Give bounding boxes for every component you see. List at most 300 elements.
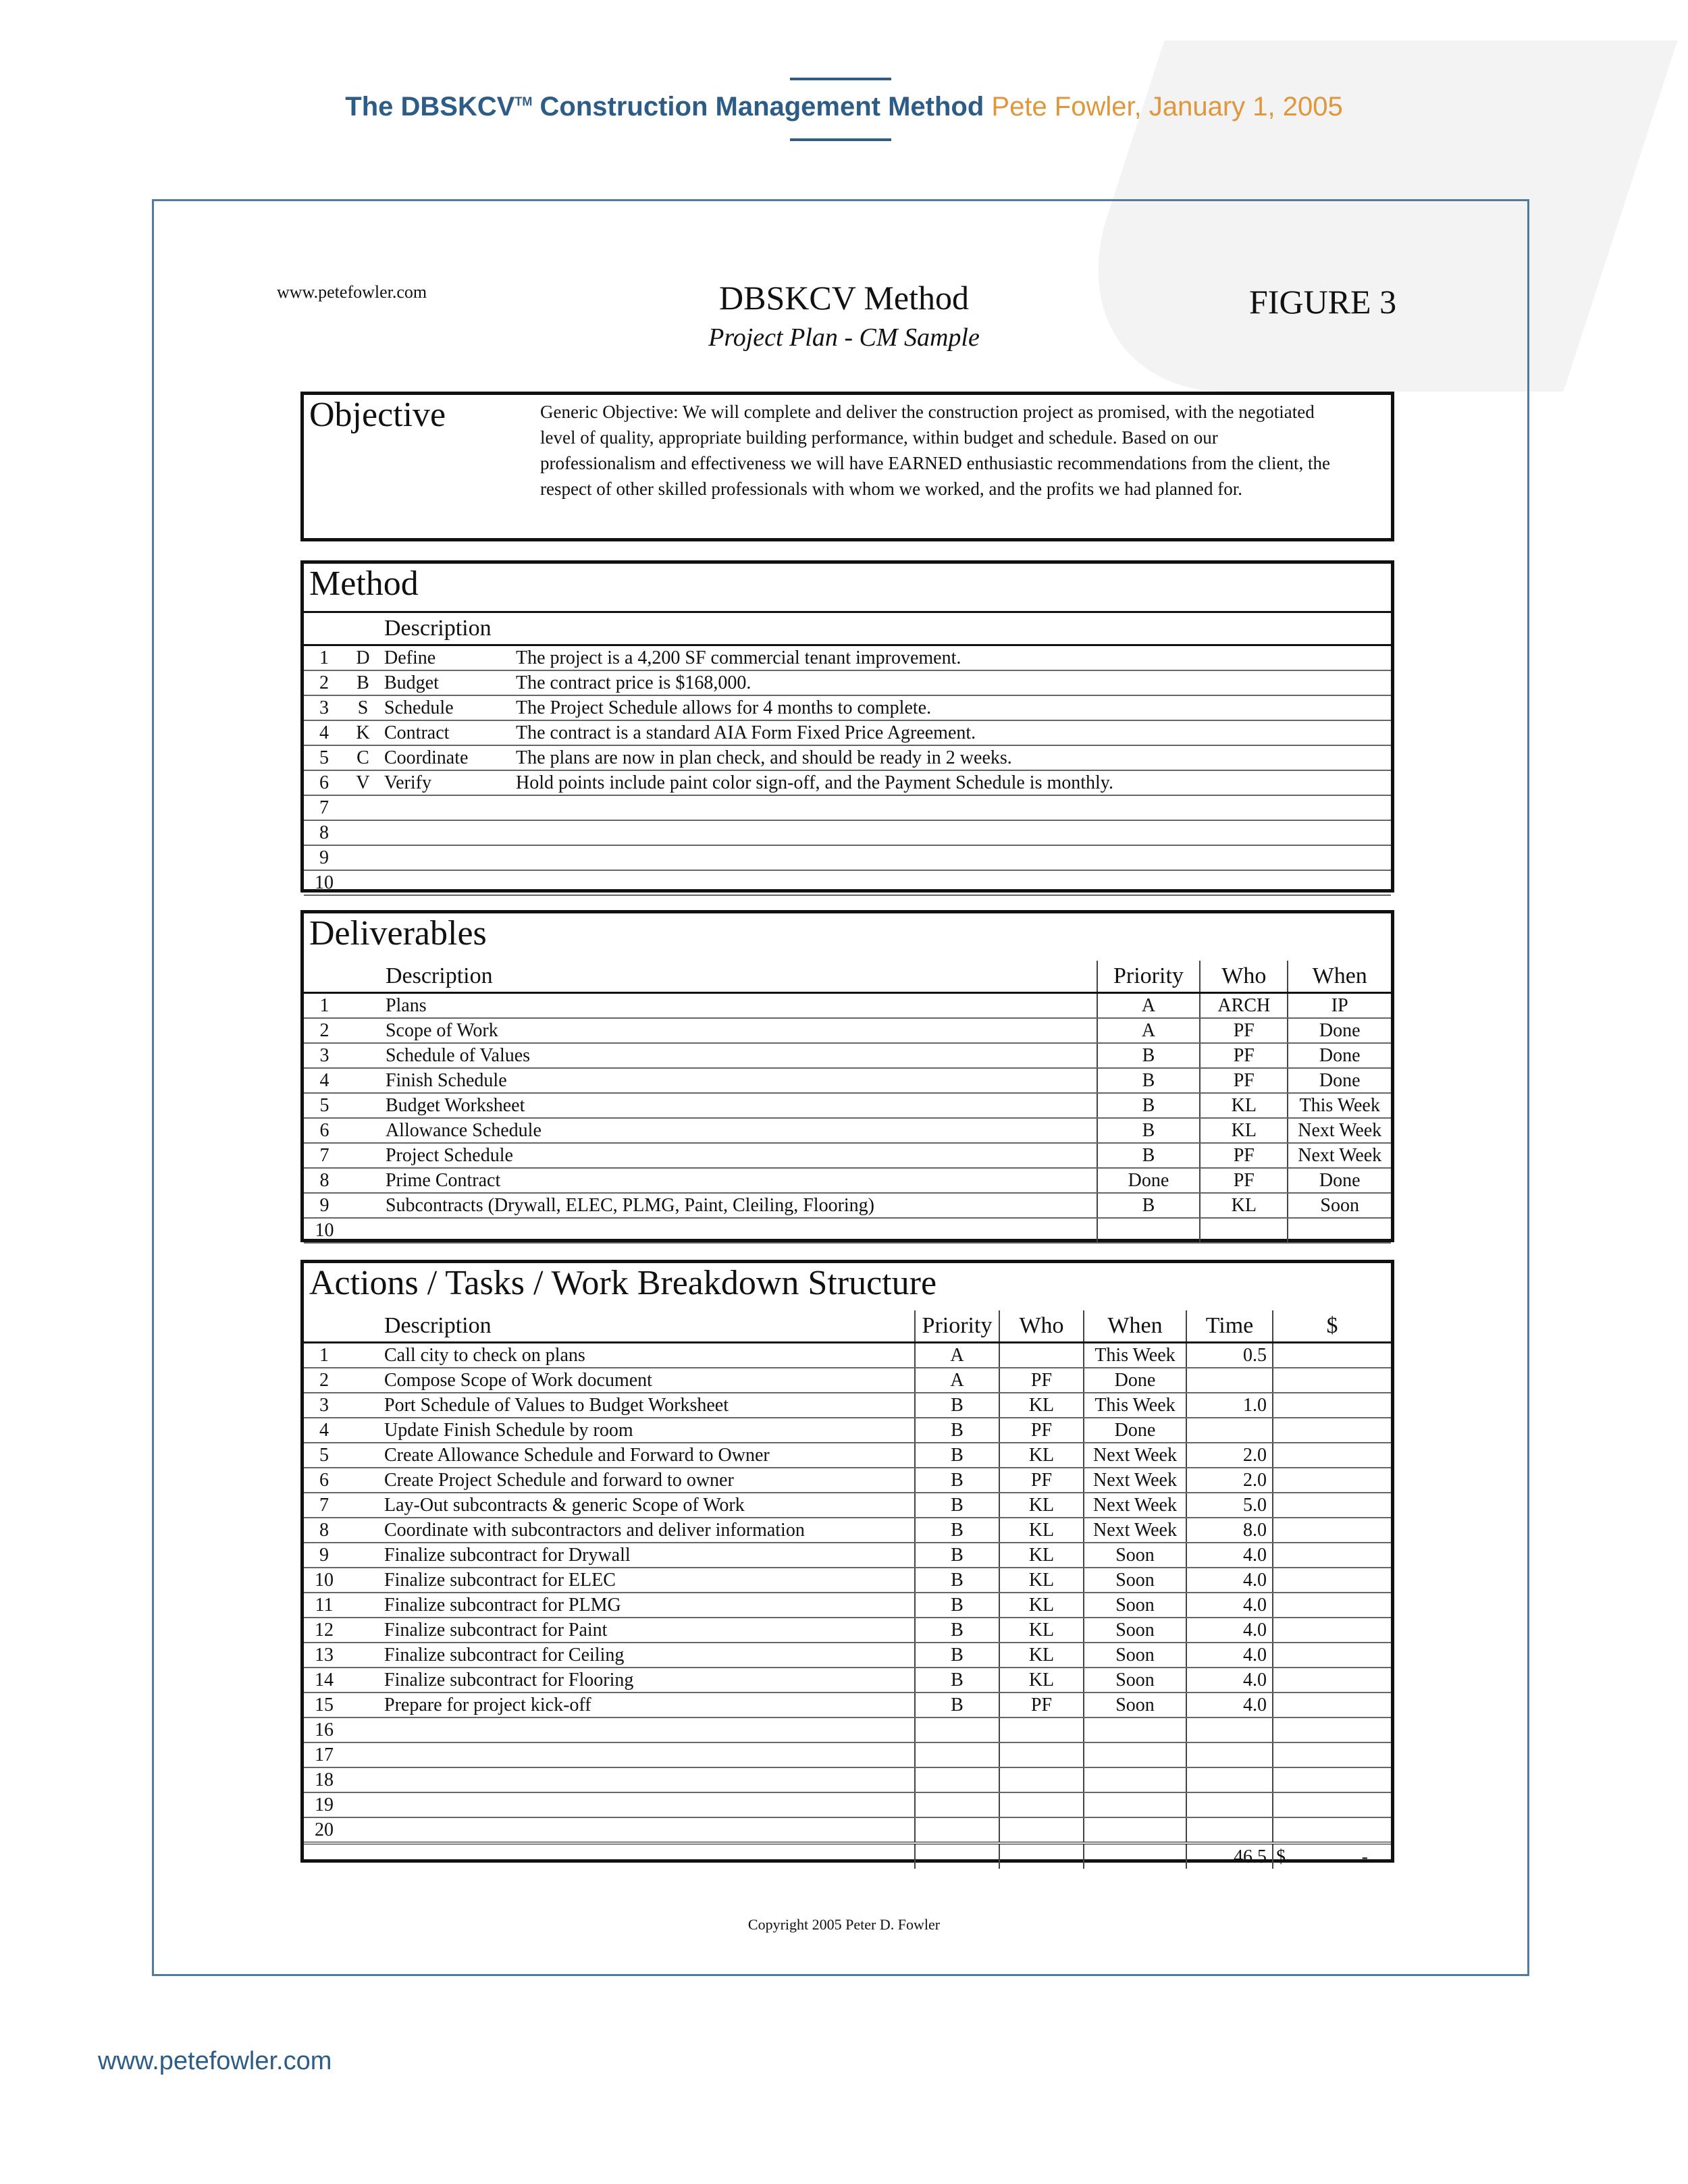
deliverable-spacer — [345, 1168, 383, 1193]
action-priority: B — [915, 1393, 999, 1418]
action-time: 4.0 — [1186, 1543, 1273, 1568]
action-row — [304, 1693, 1391, 1717]
copyright: Copyright 2005 Peter D. Fowler — [747, 1916, 941, 1933]
action-row — [304, 1543, 1391, 1568]
method-row-description: Hold points include paint color sign-off, and the Payment Schedule is monthly. — [513, 770, 1391, 795]
deliverable-priority — [1097, 1218, 1201, 1243]
action-when: Next Week — [1084, 1468, 1186, 1493]
action-who: KL — [999, 1443, 1084, 1468]
action-spacer — [344, 1518, 381, 1543]
action-row — [304, 1468, 1391, 1493]
action-number: 15 — [304, 1693, 344, 1717]
action-who: KL — [999, 1543, 1084, 1568]
method-row-description — [513, 795, 1391, 820]
action-number: 9 — [304, 1543, 344, 1568]
action-number: 12 — [304, 1618, 344, 1643]
action-when — [1084, 1717, 1186, 1742]
action-description: Finalize subcontract for PLMG — [381, 1593, 915, 1618]
deliverable-row — [304, 1093, 1391, 1118]
deliverable-when: Done — [1288, 1018, 1391, 1043]
actions-table — [304, 1310, 1391, 1869]
method-row — [304, 720, 1391, 745]
action-who: KL — [999, 1618, 1084, 1643]
deliverable-priority: B — [1097, 1093, 1201, 1118]
objective-line: level of quality, appropriate building performance, within budget and schedule. Based on our — [540, 427, 1218, 448]
action-who — [999, 1767, 1084, 1792]
action-description — [381, 1792, 915, 1817]
action-priority: A — [915, 1343, 999, 1368]
action-time — [1186, 1368, 1273, 1393]
actions-header-when: When — [1084, 1310, 1186, 1343]
objective-box — [300, 392, 1394, 541]
deliverable-number: 5 — [304, 1093, 345, 1118]
deliverable-when: This Week — [1288, 1093, 1391, 1118]
objective-line: Generic Objective: We will complete and deliver the construction project as promised, with the negotiated — [540, 402, 1315, 422]
action-who: PF — [999, 1468, 1084, 1493]
method-row-number: 6 — [304, 770, 344, 795]
doc-title: DBSKCV Method — [719, 279, 969, 317]
action-dollar — [1273, 1418, 1391, 1443]
action-time — [1186, 1817, 1273, 1843]
action-number: 13 — [304, 1643, 344, 1668]
method-box — [300, 560, 1394, 893]
action-dollar — [1273, 1817, 1391, 1843]
action-dollar — [1273, 1443, 1391, 1468]
action-when — [1084, 1817, 1186, 1843]
action-who: KL — [999, 1643, 1084, 1668]
action-priority: B — [915, 1468, 999, 1493]
deliverable-when: Done — [1288, 1043, 1391, 1068]
deliverable-description: Plans — [383, 993, 1097, 1019]
action-number: 16 — [304, 1717, 344, 1742]
action-dollar — [1273, 1518, 1391, 1543]
actions-total-dollar-sign: $ — [1276, 1846, 1286, 1867]
deliverable-priority: B — [1097, 1143, 1201, 1168]
deliverable-spacer — [345, 1193, 383, 1218]
method-row-number: 3 — [304, 695, 344, 720]
action-spacer — [344, 1817, 381, 1843]
deliverable-description: Budget Worksheet — [383, 1093, 1097, 1118]
action-dollar — [1273, 1343, 1391, 1368]
action-priority: B — [915, 1518, 999, 1543]
action-dollar — [1273, 1618, 1391, 1643]
action-time: 2.0 — [1186, 1468, 1273, 1493]
actions-title: Actions / Tasks / Work Breakdown Structure — [309, 1264, 937, 1302]
action-priority: B — [915, 1668, 999, 1693]
action-when: Next Week — [1084, 1518, 1186, 1543]
action-priority: B — [915, 1443, 999, 1468]
deliverable-spacer — [345, 1118, 383, 1143]
method-row-description: The project is a 4,200 SF commercial tenant improvement. — [513, 645, 1391, 671]
action-row — [304, 1518, 1391, 1543]
action-row — [304, 1493, 1391, 1518]
action-dollar — [1273, 1393, 1391, 1418]
action-dollar — [1273, 1643, 1391, 1668]
deliverables-table — [304, 961, 1391, 1244]
action-number: 19 — [304, 1792, 344, 1817]
action-number: 1 — [304, 1343, 344, 1368]
header-rule-top — [790, 78, 891, 80]
action-spacer — [344, 1643, 381, 1668]
deliverable-spacer — [345, 1143, 383, 1168]
method-header-description: Description — [381, 612, 1391, 645]
action-when: Soon — [1084, 1543, 1186, 1568]
method-row-letter — [344, 820, 381, 845]
deliverable-number: 6 — [304, 1118, 345, 1143]
action-time — [1186, 1717, 1273, 1742]
actions-header-description: Description — [381, 1310, 915, 1343]
method-row-number: 8 — [304, 820, 344, 845]
method-row — [304, 670, 1391, 695]
method-row — [304, 845, 1391, 870]
action-who — [999, 1792, 1084, 1817]
action-dollar — [1273, 1568, 1391, 1593]
action-who: PF — [999, 1693, 1084, 1717]
actions-total-row — [304, 1843, 1391, 1869]
action-priority: B — [915, 1418, 999, 1443]
method-row-step: Verify — [381, 770, 513, 795]
deliverable-who: KL — [1200, 1193, 1288, 1218]
action-dollar — [1273, 1493, 1391, 1518]
method-row-letter: B — [344, 670, 381, 695]
deliverable-number: 8 — [304, 1168, 345, 1193]
method-row-description — [513, 820, 1391, 845]
action-number: 3 — [304, 1393, 344, 1418]
action-priority: B — [915, 1618, 999, 1643]
deliverable-spacer — [345, 1218, 383, 1243]
deliverable-who: KL — [1200, 1093, 1288, 1118]
action-priority — [915, 1717, 999, 1742]
action-dollar — [1273, 1742, 1391, 1767]
deliverable-who: PF — [1200, 1043, 1288, 1068]
deliverable-when — [1288, 1218, 1391, 1243]
action-number: 2 — [304, 1368, 344, 1393]
deliverable-description: Scope of Work — [383, 1018, 1097, 1043]
action-description: Create Allowance Schedule and Forward to Owner — [381, 1443, 915, 1468]
action-priority — [915, 1817, 999, 1843]
action-spacer — [344, 1668, 381, 1693]
action-spacer — [344, 1368, 381, 1393]
action-priority: B — [915, 1593, 999, 1618]
deliverable-row — [304, 1168, 1391, 1193]
deliverables-header-when: When — [1288, 961, 1391, 993]
method-row-letter: C — [344, 745, 381, 770]
action-spacer — [344, 1593, 381, 1618]
actions-total-dollar-value: - — [1361, 1846, 1368, 1867]
deliverable-row — [304, 1018, 1391, 1043]
deliverables-title: Deliverables — [309, 914, 487, 953]
action-who — [999, 1817, 1084, 1843]
action-priority: B — [915, 1693, 999, 1717]
action-who — [999, 1717, 1084, 1742]
action-who: PF — [999, 1418, 1084, 1443]
deliverable-row — [304, 1043, 1391, 1068]
action-when: Done — [1084, 1418, 1186, 1443]
action-description: Coordinate with subcontractors and deliver information — [381, 1518, 915, 1543]
method-row-step — [381, 820, 513, 845]
action-row — [304, 1418, 1391, 1443]
deliverable-priority: B — [1097, 1068, 1201, 1093]
action-spacer — [344, 1468, 381, 1493]
action-priority — [915, 1767, 999, 1792]
deliverable-spacer — [345, 1018, 383, 1043]
method-row-letter — [344, 845, 381, 870]
deliverable-number: 4 — [304, 1068, 345, 1093]
deliverables-header-who: Who — [1200, 961, 1288, 993]
method-row-letter: S — [344, 695, 381, 720]
actions-box — [300, 1260, 1394, 1867]
objective-title: Objective — [309, 396, 446, 434]
action-when: Done — [1084, 1368, 1186, 1393]
method-row-step — [381, 795, 513, 820]
method-row-description — [513, 870, 1391, 895]
action-time: 4.0 — [1186, 1593, 1273, 1618]
header-rule-bottom — [790, 138, 891, 141]
deliverable-number: 10 — [304, 1218, 345, 1243]
action-spacer — [344, 1792, 381, 1817]
action-description: Finalize subcontract for Flooring — [381, 1668, 915, 1693]
action-number: 4 — [304, 1418, 344, 1443]
deliverables-header-description: Description — [383, 961, 1097, 993]
action-number: 7 — [304, 1493, 344, 1518]
deliverable-spacer — [345, 993, 383, 1019]
method-row-description: The contract is a standard AIA Form Fixed Price Agreement. — [513, 720, 1391, 745]
method-row-letter — [344, 870, 381, 895]
method-row-number: 4 — [304, 720, 344, 745]
action-spacer — [344, 1493, 381, 1518]
action-priority — [915, 1792, 999, 1817]
action-who: KL — [999, 1593, 1084, 1618]
deliverables-box — [300, 910, 1394, 1242]
deliverable-who: PF — [1200, 1018, 1288, 1043]
action-when: Soon — [1084, 1668, 1186, 1693]
action-spacer — [344, 1717, 381, 1742]
method-row — [304, 770, 1391, 795]
deliverable-description: Project Schedule — [383, 1143, 1097, 1168]
deliverable-number: 9 — [304, 1193, 345, 1218]
action-spacer — [344, 1343, 381, 1368]
action-description — [381, 1767, 915, 1792]
method-row-step — [381, 870, 513, 895]
action-priority: A — [915, 1368, 999, 1393]
action-when: Soon — [1084, 1643, 1186, 1668]
deliverable-who: PF — [1200, 1068, 1288, 1093]
deliverable-row — [304, 1118, 1391, 1143]
deliverable-description: Subcontracts (Drywall, ELEC, PLMG, Paint, Cleiling, Flooring) — [383, 1193, 1097, 1218]
method-row-number: 10 — [304, 870, 344, 895]
method-row-letter: V — [344, 770, 381, 795]
action-dollar — [1273, 1668, 1391, 1693]
deliverable-who: PF — [1200, 1168, 1288, 1193]
action-row — [304, 1668, 1391, 1693]
action-time — [1186, 1418, 1273, 1443]
action-who: KL — [999, 1393, 1084, 1418]
action-row — [304, 1343, 1391, 1368]
action-dollar — [1273, 1717, 1391, 1742]
action-row — [304, 1618, 1391, 1643]
deliverable-number: 7 — [304, 1143, 345, 1168]
deliverable-number: 1 — [304, 993, 345, 1019]
deliverable-when: Next Week — [1288, 1143, 1391, 1168]
deliverable-priority: A — [1097, 993, 1201, 1019]
method-row — [304, 695, 1391, 720]
method-row-step: Budget — [381, 670, 513, 695]
footer-site-link[interactable]: www.petefowler.com — [98, 2047, 332, 2075]
action-number: 11 — [304, 1593, 344, 1618]
action-description: Finalize subcontract for Paint — [381, 1618, 915, 1643]
action-time: 4.0 — [1186, 1618, 1273, 1643]
method-row — [304, 870, 1391, 895]
deliverable-number: 3 — [304, 1043, 345, 1068]
action-number: 20 — [304, 1817, 344, 1843]
action-description: Call city to check on plans — [381, 1343, 915, 1368]
action-spacer — [344, 1418, 381, 1443]
action-time: 0.5 — [1186, 1343, 1273, 1368]
deliverables-header-priority: Priority — [1097, 961, 1201, 993]
action-dollar — [1273, 1693, 1391, 1717]
actions-header-time: Time — [1186, 1310, 1273, 1343]
method-row-step: Schedule — [381, 695, 513, 720]
actions-total-dollar — [1273, 1843, 1391, 1869]
action-when: Soon — [1084, 1568, 1186, 1593]
action-time: 4.0 — [1186, 1668, 1273, 1693]
action-when — [1084, 1792, 1186, 1817]
method-row-step — [381, 845, 513, 870]
method-row-description — [513, 845, 1391, 870]
action-row — [304, 1792, 1391, 1817]
deliverable-priority: A — [1097, 1018, 1201, 1043]
doc-site-link[interactable]: www.petefowler.com — [277, 282, 427, 302]
action-time — [1186, 1792, 1273, 1817]
deliverable-spacer — [345, 1043, 383, 1068]
action-when: This Week — [1084, 1343, 1186, 1368]
deliverable-who — [1200, 1218, 1288, 1243]
action-row — [304, 1767, 1391, 1792]
method-row-letter: K — [344, 720, 381, 745]
action-row — [304, 1593, 1391, 1618]
deliverable-priority: B — [1097, 1193, 1201, 1218]
deliverable-priority: Done — [1097, 1168, 1201, 1193]
action-who: KL — [999, 1668, 1084, 1693]
deliverable-who: PF — [1200, 1143, 1288, 1168]
action-number: 17 — [304, 1742, 344, 1767]
action-description: Prepare for project kick-off — [381, 1693, 915, 1717]
action-priority: B — [915, 1568, 999, 1593]
action-number: 18 — [304, 1767, 344, 1792]
deliverable-row — [304, 1218, 1391, 1243]
action-description: Compose Scope of Work document — [381, 1368, 915, 1393]
action-time: 5.0 — [1186, 1493, 1273, 1518]
action-number: 8 — [304, 1518, 344, 1543]
method-title: Method — [309, 564, 419, 603]
deliverable-spacer — [345, 1068, 383, 1093]
method-row-letter — [344, 795, 381, 820]
action-when: This Week — [1084, 1393, 1186, 1418]
method-row — [304, 795, 1391, 820]
deliverable-when: Done — [1288, 1068, 1391, 1093]
action-row — [304, 1717, 1391, 1742]
deliverable-description: Allowance Schedule — [383, 1118, 1097, 1143]
deliverable-spacer — [345, 1093, 383, 1118]
action-when — [1084, 1742, 1186, 1767]
method-row-number: 5 — [304, 745, 344, 770]
action-who: KL — [999, 1518, 1084, 1543]
action-number: 5 — [304, 1443, 344, 1468]
action-dollar — [1273, 1468, 1391, 1493]
action-description: Finalize subcontract for Drywall — [381, 1543, 915, 1568]
action-time: 4.0 — [1186, 1568, 1273, 1593]
action-spacer — [344, 1568, 381, 1593]
method-row-letter: D — [344, 645, 381, 671]
action-spacer — [344, 1393, 381, 1418]
action-spacer — [344, 1693, 381, 1717]
action-when: Next Week — [1084, 1443, 1186, 1468]
doc-subtitle: Project Plan - CM Sample — [708, 323, 980, 352]
action-time: 4.0 — [1186, 1643, 1273, 1668]
action-spacer — [344, 1742, 381, 1767]
action-row — [304, 1643, 1391, 1668]
deliverable-when: IP — [1288, 993, 1391, 1019]
action-when: Soon — [1084, 1693, 1186, 1717]
deliverable-when: Soon — [1288, 1193, 1391, 1218]
action-time — [1186, 1742, 1273, 1767]
objective-text — [540, 399, 1391, 502]
deliverable-description: Schedule of Values — [383, 1043, 1097, 1068]
action-who: KL — [999, 1568, 1084, 1593]
action-who — [999, 1343, 1084, 1368]
method-row-number: 7 — [304, 795, 344, 820]
action-row — [304, 1443, 1391, 1468]
deliverable-row — [304, 1143, 1391, 1168]
method-row-number: 1 — [304, 645, 344, 671]
action-row — [304, 1817, 1391, 1843]
action-description: Create Project Schedule and forward to owner — [381, 1468, 915, 1493]
deliverable-number: 2 — [304, 1018, 345, 1043]
action-time: 4.0 — [1186, 1693, 1273, 1717]
deliverable-description: Prime Contract — [383, 1168, 1097, 1193]
method-row — [304, 820, 1391, 845]
header-brand: The DBSKCV — [345, 92, 515, 122]
action-when — [1084, 1767, 1186, 1792]
deliverable-row — [304, 1068, 1391, 1093]
action-who: KL — [999, 1493, 1084, 1518]
action-row — [304, 1568, 1391, 1593]
action-description: Update Finish Schedule by room — [381, 1418, 915, 1443]
action-when: Next Week — [1084, 1493, 1186, 1518]
action-dollar — [1273, 1543, 1391, 1568]
method-row-description: The plans are now in plan check, and should be ready in 2 weeks. — [513, 745, 1391, 770]
deliverable-description: Finish Schedule — [383, 1068, 1097, 1093]
action-when: Soon — [1084, 1618, 1186, 1643]
action-row — [304, 1393, 1391, 1418]
method-row-number: 9 — [304, 845, 344, 870]
action-description: Finalize subcontract for Ceiling — [381, 1643, 915, 1668]
method-row — [304, 745, 1391, 770]
deliverable-priority: B — [1097, 1118, 1201, 1143]
method-row-step: Define — [381, 645, 513, 671]
action-priority — [915, 1742, 999, 1767]
header-trademark: TM — [515, 95, 533, 109]
action-description — [381, 1717, 915, 1742]
method-row-description: The contract price is $168,000. — [513, 670, 1391, 695]
action-priority: B — [915, 1643, 999, 1668]
action-spacer — [344, 1618, 381, 1643]
action-who: PF — [999, 1368, 1084, 1393]
header-author: Pete Fowler, January 1, 2005 — [984, 92, 1343, 122]
deliverable-when: Next Week — [1288, 1118, 1391, 1143]
action-number: 10 — [304, 1568, 344, 1593]
action-who — [999, 1742, 1084, 1767]
